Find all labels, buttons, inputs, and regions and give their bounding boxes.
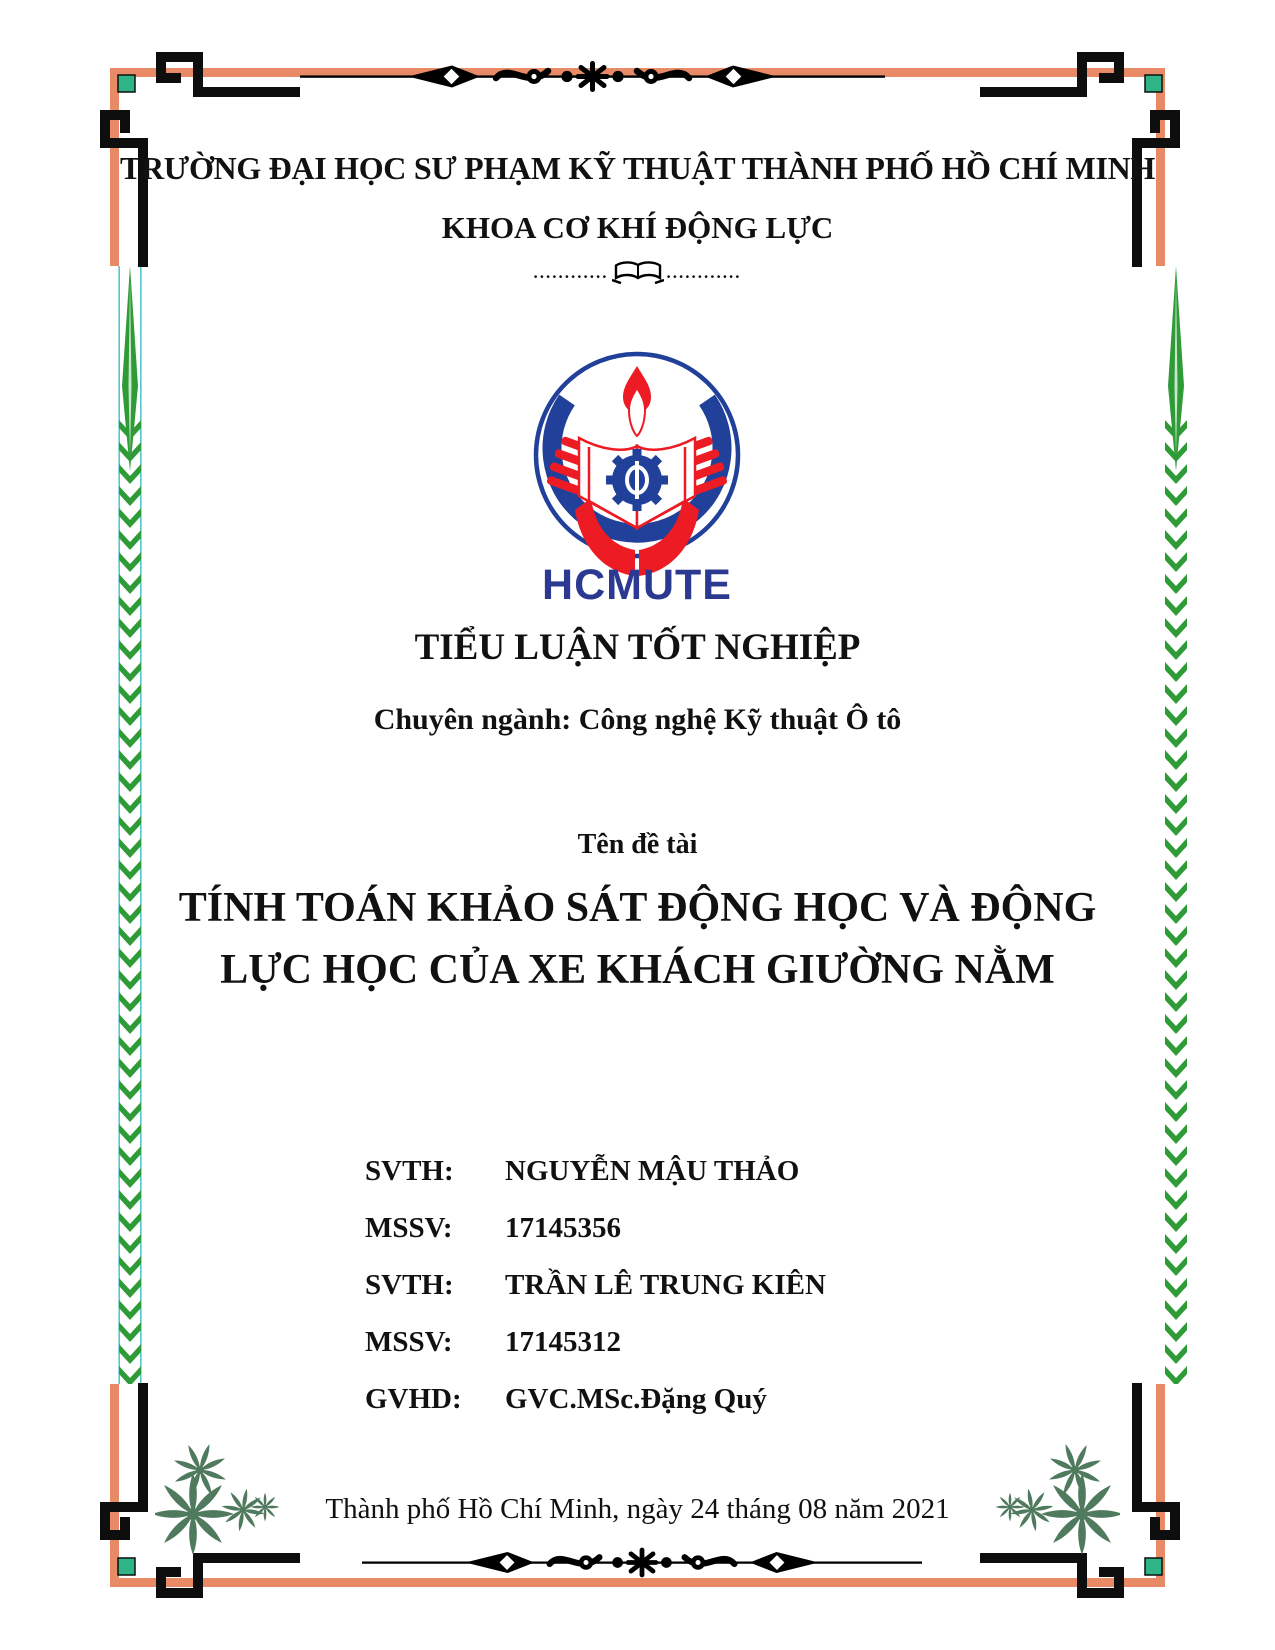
- info-label: SVTH:: [365, 1155, 454, 1187]
- faculty-name: KHOA CƠ KHÍ ĐỘNG LỰC: [441, 210, 834, 245]
- document-type-title: TIỂU LUẬN TỐT NGHIỆP: [414, 627, 861, 668]
- logo-wordmark: HCMUTE: [542, 561, 732, 606]
- info-value: TRẦN LÊ TRUNG KIÊN: [505, 1269, 826, 1301]
- major-line: Chuyên ngành: Công nghệ Kỹ thuật Ô tô: [373, 703, 902, 736]
- info-label: MSSV:: [365, 1326, 453, 1358]
- hcmute-logo: [527, 350, 747, 606]
- info-value: 17145312: [505, 1326, 621, 1358]
- ornamental-divider-top: [300, 60, 885, 94]
- topic-label: Tên đề tài: [577, 829, 698, 860]
- leaf-chevron-strip-left: [118, 266, 142, 1384]
- info-label: MSSV:: [365, 1212, 453, 1244]
- info-value: NGUYỄN MẬU THẢO: [505, 1155, 800, 1187]
- info-row-svth-1: [365, 1156, 826, 1187]
- ornamental-divider-bottom: [362, 1546, 922, 1580]
- info-value: GVC.MSc.Đặng Quý: [505, 1383, 767, 1415]
- ornament-dots-right: ............: [666, 262, 742, 282]
- info-label: GVHD:: [365, 1383, 462, 1415]
- university-name: TRƯỜNG ĐẠI HỌC SƯ PHẠM KỸ THUẬT THÀNH PHỐ HỒ CHÍ MINH: [119, 150, 1156, 186]
- info-row-mssv-2: [365, 1327, 826, 1358]
- info-value: 17145356: [505, 1212, 621, 1244]
- book-ornament-row: [0, 260, 1275, 284]
- leaf-chevron-strip-right: [1164, 266, 1188, 1384]
- ornament-dots-left: ............: [533, 262, 609, 282]
- open-book-icon: [612, 260, 664, 284]
- info-row-gvhd: [365, 1384, 826, 1415]
- student-info-block: [365, 1156, 826, 1441]
- info-row-svth-2: [365, 1270, 826, 1301]
- date-line: Thành phố Hồ Chí Minh, ngày 24 tháng 08 năm 2021: [325, 1493, 950, 1525]
- thesis-title-line-2: LỰC HỌC CỦA XE KHÁCH GIƯỜNG NẰM: [220, 947, 1055, 993]
- info-row-mssv-1: [365, 1213, 826, 1244]
- info-label: SVTH:: [365, 1269, 454, 1301]
- thesis-title-line-1: TÍNH TOÁN KHẢO SÁT ĐỘNG HỌC VÀ ĐỘNG: [178, 885, 1097, 931]
